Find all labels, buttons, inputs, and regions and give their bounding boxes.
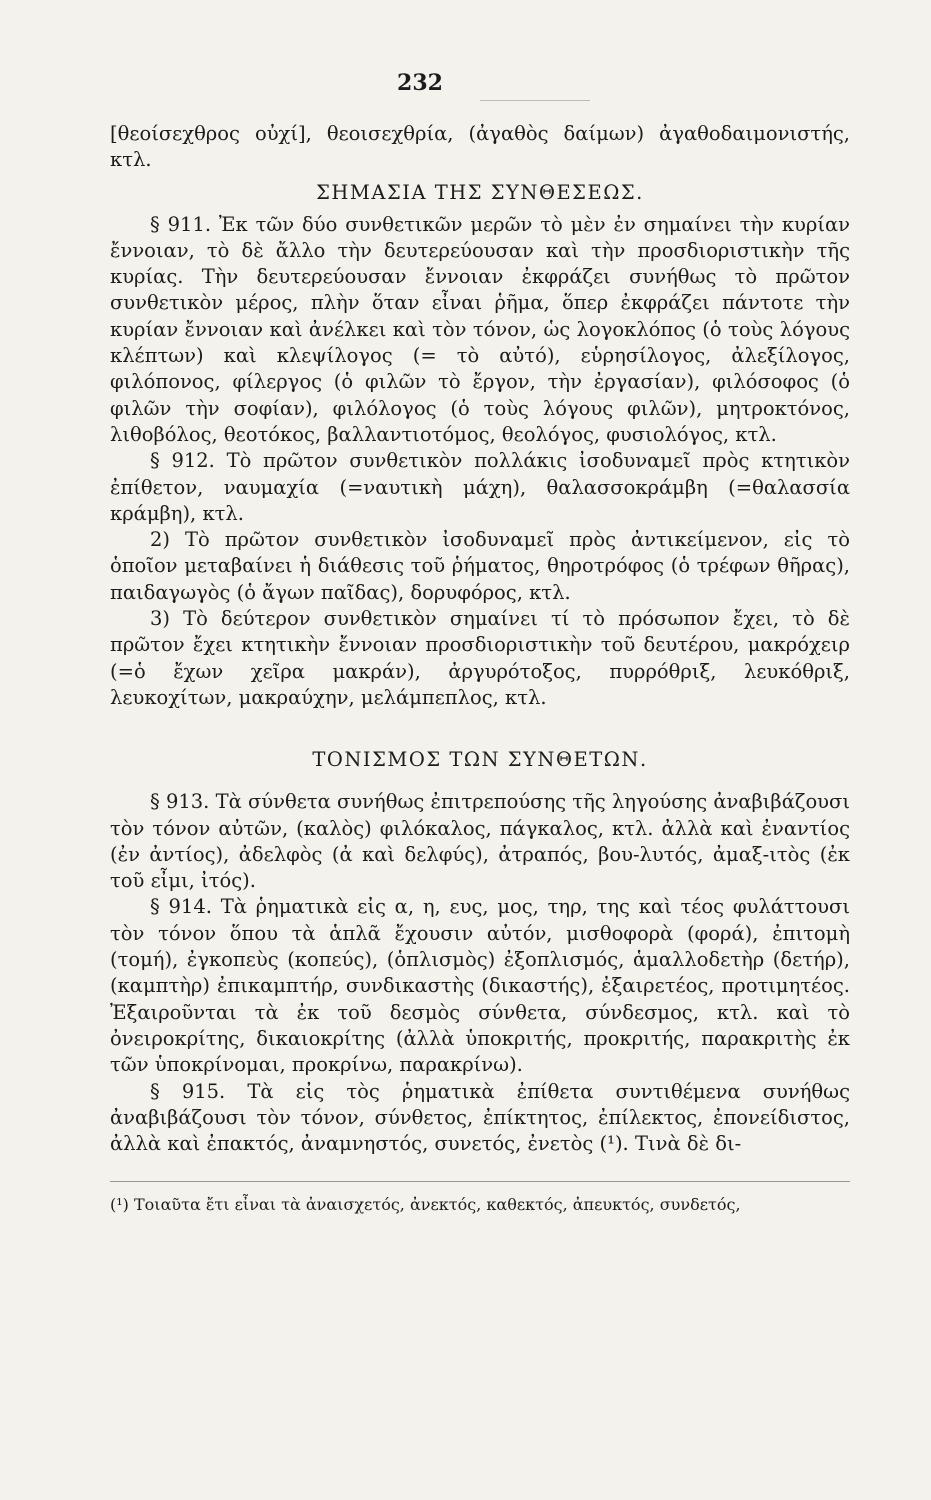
paragraph-912-2: 2) Τὸ πρῶτον συνθετικὸν ἰσοδυναμεῖ πρὸς ἀντικείμενον, εἰς τὸ ὁποῖον μεταβαίνει ἡ διάθεσις τοῦ ῥήματος, θηροτρόφος (ὁ τρέφων θῆρας), παιδαγωγὸς (ὁ ἄγων παῖδας), δορυφόρος, κτλ. bbox=[110, 528, 850, 604]
page bbox=[110, 70, 850, 1216]
paragraph-913: § 913. Τὰ σύνθετα συνήθως ἐπιτρεπούσης τῆς ληγούσης ἀναβιβάζουσι τὸν τόνον αὐτῶν, (καλὸς) φιλόκαλος, πάγκαλος, κτλ. ἀλλὰ καὶ ἐναντίος (ἐν ἀντίος), ἀδελφὸς (ἀ καὶ δελφύς), ἀτραπός, βου-λυτός, ἀμαξ-ιτὸς (ἐκ τοῦ εἶμι, ἰτός). bbox=[110, 790, 850, 893]
section-heading-meaning: ΣΗΜΑΣΙΑ ΤΗΣ ΣΥΝΘΕΣΕΩΣ. bbox=[316, 180, 644, 204]
section-heading-accent: ΤΟΝΙΣΜΟΣ ΤΩΝ ΣΥΝΘΕΤΩΝ. bbox=[312, 748, 648, 772]
header-rule bbox=[480, 100, 590, 101]
paragraph-914: § 914. Τὰ ῥηματικὰ εἰς α, η, ευς, μος, τηρ, της καὶ τέος φυλάττουσι τὸν τόνον ὅπου τὰ ἁπλᾶ ἔχουσιν αὐτόν, μισθοφορὰ (φορά), ἐπιτομὴ (τομή), ἐγκοπεὺς (κοπεύς), (ὁπλισμὸς) ἐξοπλισμός, ἁμαλλοδετὴρ (δετήρ), (καμπτὴρ) ἐπικαμπτήρ, συνδικαστὴς (δικαστής), ἐξαιρετέος, προτιμητέος. Ἐξαιροῦνται τὰ ἐκ τοῦ δεσμὸς σύνθετα, σύνδεσμος, κτλ. καὶ τὸ ὀνειροκρίτης, δικαιοκρίτης (ἀλλὰ ὑποκριτής, προκριτής, παρακριτὴς ἐκ τῶν ὑποκρίνομαι, προκρίνω, παρακρίνω). bbox=[110, 895, 850, 1077]
footnote: (¹) Τοιαῦτα ἔτι εἶναι τὰ ἀναισχετός, ἀνεκτός, καθεκτός, ἀπευκτός, συνδετός, bbox=[110, 1195, 741, 1215]
paragraph-912-3: 3) Τὸ δεύτερον συνθετικὸν σημαίνει τί τὸ πρόσωπον ἔχει, τὸ δὲ πρῶτον ἔχει κτητικὴν ἔννοιαν προσδιοριστικὴν τοῦ δευτέρου, μακρόχειρ (=ὁ ἔχων χεῖρα μακράν), ἀργυρότοξος, πυρρόθριξ, λευκόθριξ, λευκοχίτων, μακραύχην, μελάμπεπλος, κτλ. bbox=[110, 607, 850, 709]
paragraph-915: § 915. Τὰ εἰς τὸς ῥηματικὰ ἐπίθετα συντιθέμενα συνήθως ἀναβιβάζουσι τὸν τόνον, σύνθετος, ἐπίκτητος, ἐπίλεκτος, ἐπονείδιστος, ἀλλὰ καὶ ἐπακτός, ἀναμνηστός, συνετός, ἐνετὸς (¹). Τινὰ δὲ δι- bbox=[110, 1079, 850, 1156]
footnote-rule bbox=[110, 1181, 850, 1182]
paragraph-911: § 911. Ἐκ τῶν δύο συνθετικῶν μερῶν τὸ μὲν ἐν σημαίνει τὴν κυρίαν ἔννοιαν, τὸ δὲ ἄλλο τὴν δευτερεύουσαν καὶ τὴν προσδιοριστικὴν τῆς κυρίας. Τὴν δευτερεύουσαν ἔννοιαν ἐκφράζει συνήθως τὸ πρῶτον συνθετικὸν μέρος, πλὴν ὅταν εἶναι ῥῆμα, ὅπερ ἐκφράζει πάντοτε τὴν κυρίαν ἔννοιαν καὶ ἀνέλκει καὶ τὸν τόνον, ὡς λογοκλόπος (ὁ τοὺς λόγους κλέπτων) καὶ κλεψίλογος (= τὸ αὐτό), εὑρησίλογος, ἀλεξίλογος, φιλόπονος, φίλεργος (ὁ φιλῶν τὸ ἔργον, τὴν ἐργασίαν), φιλόσοφος (ὁ φιλῶν τὴν σοφίαν), φιλόλογος (ὁ τοὺς λόγους φιλῶν), μητροκτόνος, λιθοβόλος, θεοτόκος, βαλλαντιοτόμος, θεολόγος, φυσιολόγος, κτλ. bbox=[110, 212, 850, 446]
page-number: 232 bbox=[397, 70, 443, 96]
paragraph-912: § 912. Τὸ πρῶτον συνθετικὸν πολλάκις ἰσοδυναμεῖ πρὸς κτητικὸν ἐπίθετον, ναυμαχία (=ναυτικὴ μάχη), θαλασσοκράμβη (=θαλασσία κράμβη), κτλ. bbox=[110, 449, 850, 525]
intro-paragraph: [θεοίσεχθρος οὐχί], θεοισεχθρία, (ἀγαθὸς δαίμων) ἀγαθοδαιμονιστής, κτλ. bbox=[110, 122, 850, 172]
